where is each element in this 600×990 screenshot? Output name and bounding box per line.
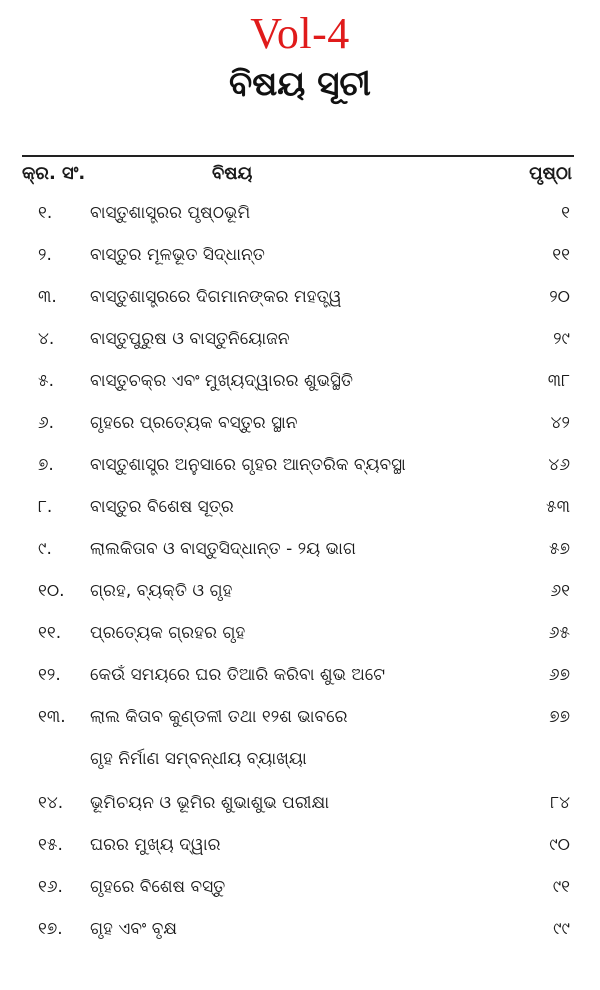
page-title: ବିଷୟ ସୂଚୀ: [229, 64, 371, 104]
row-title: ଗୃହ ନିର୍ମାଣ ସମ୍ବନ୍ଧୀୟ ବ୍ୟାଖ୍ୟା: [90, 749, 307, 769]
table-row: [22, 701, 574, 743]
row-title: ଲାଲକିତାବ ଓ ବାସ୍ତୁସିଦ୍ଧାନ୍ତ - ୨ୟ ଭାଗ: [90, 539, 356, 559]
table-row: [22, 617, 574, 659]
row-number: ୧୭.: [38, 919, 63, 939]
table-row: [22, 323, 574, 365]
row-page: ୯୧: [552, 877, 570, 897]
column-header-subject: ବିଷୟ: [212, 163, 253, 184]
row-number: ୧୪.: [38, 793, 64, 813]
row-title: ଲାଲ କିତାବ କୁଣ୍ଡଳୀ ତଥା ୧୨ଶ ଭାବରେ: [90, 707, 348, 727]
row-title: ବାସ୍ତୁର ମୂଳଭୂତ ସିଦ୍ଧାନ୍ତ: [90, 245, 265, 265]
row-page: ୨୯: [553, 329, 570, 349]
table-row: [22, 407, 574, 449]
volume-label: Vol-4: [250, 9, 350, 58]
row-title: ବାସ୍ତୁଶାସ୍ତ୍ର ଅନୁସାରେ ଗୃହର ଆନ୍ତରିକ ବ୍ୟବସ୍ଥା: [90, 455, 406, 475]
table-row: [22, 787, 574, 829]
table-row: [22, 491, 574, 533]
table-row: [22, 281, 574, 323]
row-page: ୩୮: [547, 371, 570, 391]
column-header-serial: କ୍ର. ସଂ.: [22, 163, 86, 184]
row-number: ୮.: [38, 497, 53, 517]
table-header: [22, 163, 574, 193]
row-title: ଗୃହ ଏବଂ ବୃକ୍ଷ: [90, 919, 178, 939]
row-title: ଘରର ମୁଖ୍ୟ ଦ୍ୱାର: [90, 835, 221, 855]
row-title: ଗୃହରେ ପ୍ରତ୍ୟେକ ବସ୍ତୁର ସ୍ଥାନ: [90, 413, 298, 433]
table-row: [22, 197, 574, 239]
row-page: ୬୫: [548, 623, 570, 643]
row-page: ୯୦: [549, 835, 570, 855]
table-row: [22, 871, 574, 913]
table-row: [22, 365, 574, 407]
row-page: ୭୭: [549, 707, 570, 727]
row-number: ୧.: [38, 203, 53, 223]
row-page: ୧: [561, 203, 570, 223]
row-number: ୫.: [38, 371, 55, 391]
row-page: ୬୭: [548, 665, 570, 685]
row-number: ୧୬.: [38, 877, 63, 897]
header-rule: [22, 155, 574, 157]
table-row: [22, 829, 574, 871]
row-title: ବାସ୍ତୁଶାସ୍ତ୍ରରେ ଦିଗମାନଙ୍କର ମହତ୍ତ୍ୱ: [90, 287, 342, 307]
row-title: ଗୃହରେ ବିଶେଷ ବସ୍ତୁ: [90, 877, 226, 897]
row-number: ୧୩.: [38, 707, 66, 727]
row-page: ୬୧: [550, 581, 570, 601]
column-header-page: ପୃଷ୍ଠା: [529, 163, 572, 184]
table-row: [22, 659, 574, 701]
row-title: ଗ୍ରହ, ବ୍ୟକ୍ତି ଓ ଗୃହ: [90, 581, 233, 601]
row-number: ୧୦.: [38, 581, 65, 601]
row-number: ୭.: [38, 455, 54, 475]
row-number: ୧୧.: [38, 623, 62, 643]
row-page: ୪୬: [548, 455, 570, 475]
row-title: ପ୍ରତ୍ୟେକ ଗ୍ରହର ଗୃହ: [90, 623, 246, 643]
table-row: [22, 913, 574, 955]
row-number: ୧୨.: [38, 665, 61, 685]
row-page: ୫୩: [546, 497, 570, 517]
row-number: ୯.: [38, 539, 52, 559]
row-title: ବାସ୍ତୁଚକ୍ର ଏବଂ ମୁଖ୍ୟଦ୍ୱାରର ଶୁଭସ୍ଥିତି: [90, 371, 353, 391]
row-title: ବାସ୍ତୁର ବିଶେଷ ସୂତ୍ର: [90, 497, 234, 517]
row-page: ୨୦: [549, 287, 570, 307]
row-page: ୧୧: [552, 245, 570, 265]
row-number: ୨.: [38, 245, 52, 265]
table-row: [22, 239, 574, 281]
row-title: କେଉଁ ସମୟରେ ଘର ତିଆରି କରିବା ଶୁଭ ଅଟେ: [90, 665, 386, 685]
table-row: [22, 533, 574, 575]
row-page: ୯୯: [553, 919, 570, 939]
row-page: ୮୪: [550, 793, 570, 813]
contents-list: [22, 197, 574, 955]
row-number: ୩.: [38, 287, 57, 307]
row-page: ୫୭: [548, 539, 570, 559]
table-row-continuation: [22, 743, 574, 787]
row-number: ୪.: [38, 329, 55, 349]
row-page: ୪୨: [550, 413, 570, 433]
row-title: ଭୂମିଚୟନ ଓ ଭୂମିର ଶୁଭାଶୁଭ ପରୀକ୍ଷା: [90, 793, 330, 813]
row-title: ବାସ୍ତୁଶାସ୍ତ୍ରର ପୃଷ୍ଠଭୂମି: [90, 203, 251, 223]
row-number: ୬.: [38, 413, 55, 433]
row-number: ୧୫.: [38, 835, 63, 855]
table-row: [22, 449, 574, 491]
table-row: [22, 575, 574, 617]
row-title: ବାସ୍ତୁପୁରୁଷ ଓ ବାସ୍ତୁନିୟୋଜନ: [90, 329, 290, 349]
